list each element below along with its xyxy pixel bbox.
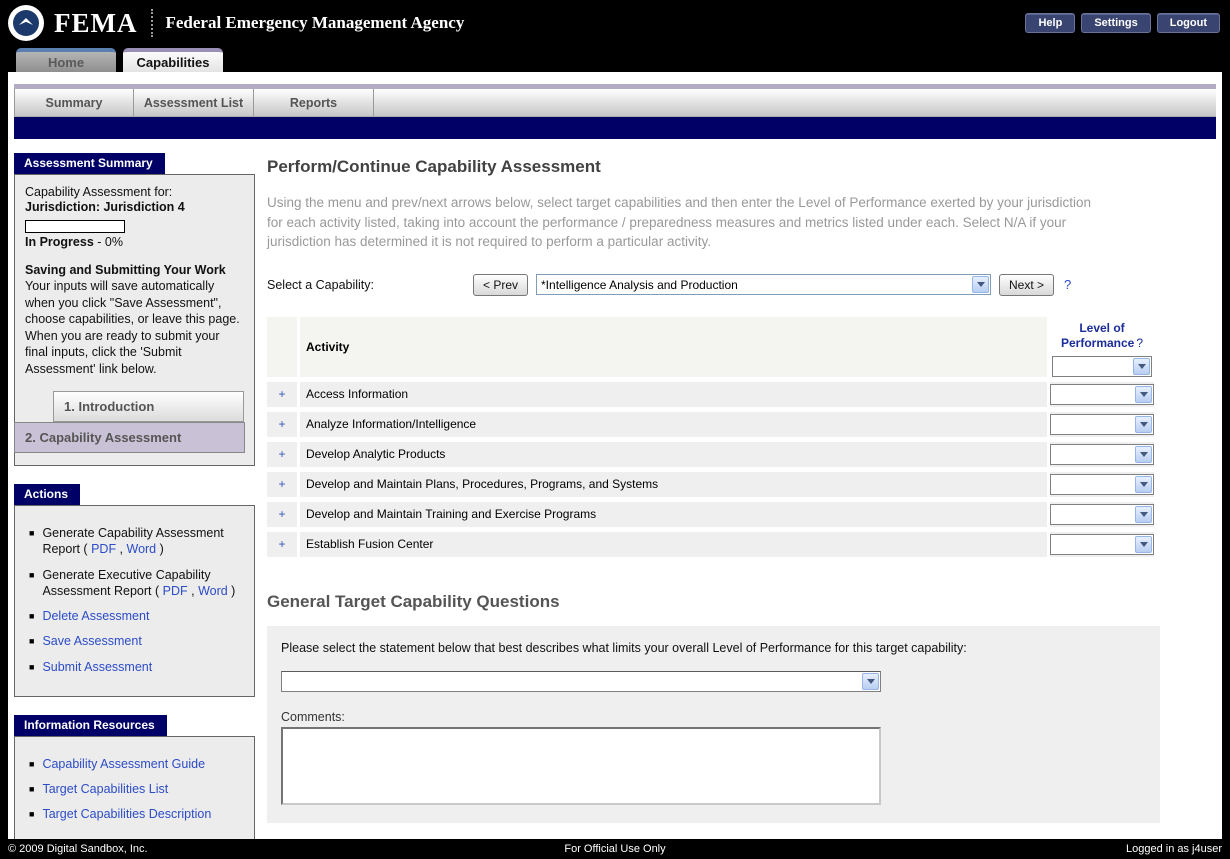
assessment-for-label: Capability Assessment for: — [25, 185, 173, 199]
list-item: ■ Generate Executive Capability Assessment Report ( PDF , Word ) — [29, 567, 236, 598]
list-item — [27, 659, 244, 675]
submit-assessment-link[interactable]: Submit Assessment — [42, 659, 153, 674]
list-item — [27, 608, 244, 624]
activity-name: Analyze Information/Intelligence — [300, 412, 1047, 437]
bullet-icon: ■ — [29, 569, 35, 580]
activity-name: Develop and Maintain Training and Exercise Programs — [300, 502, 1047, 527]
lop-select[interactable] — [1050, 444, 1154, 465]
main-content — [267, 153, 1160, 859]
expand-row-icon[interactable]: + — [278, 447, 286, 462]
list-item: ■ Generate Capability Assessment Report ( PDF , Word ) — [29, 526, 224, 557]
header-divider — [151, 9, 153, 37]
limits-question-label: Please select the statement below that best describes what limits your overall Level of Performance for this target capability: — [281, 640, 967, 655]
page-title: Perform/Continue Capability Assessment — [267, 157, 601, 176]
assessment-summary-box — [14, 153, 255, 466]
assessment-summary-title: Assessment Summary — [14, 153, 165, 174]
comments-textarea[interactable] — [281, 727, 881, 805]
information-resources-title: Information Resources — [14, 715, 167, 736]
sidebar — [14, 153, 255, 859]
expand-row-icon[interactable]: + — [278, 477, 286, 492]
lop-select[interactable] — [1050, 534, 1154, 555]
footer-fouo: For Official Use Only — [564, 843, 666, 855]
target-capabilities-description-link[interactable]: Target Capabilities Description — [42, 807, 212, 822]
app-header — [0, 0, 1230, 46]
list-item — [27, 806, 244, 822]
jurisdiction-label: Jurisdiction: Jurisdiction 4 — [25, 200, 185, 214]
dhs-seal-logo — [8, 5, 44, 41]
delete-assessment-link[interactable]: Delete Assessment — [42, 609, 150, 623]
prev-button[interactable]: < Prev — [473, 274, 528, 296]
lop-column-header: Level of Performance ? — [1060, 320, 1144, 350]
expand-row-icon[interactable]: + — [278, 507, 286, 522]
comments-label: Comments: — [281, 709, 345, 724]
table-row — [267, 412, 1154, 437]
subnav-assessment-list[interactable]: Assessment List — [134, 89, 254, 116]
activity-name: Establish Fusion Center — [300, 532, 1047, 557]
tab-home[interactable]: Home — [16, 48, 116, 72]
lop-select[interactable] — [1050, 474, 1154, 495]
table-row — [267, 382, 1154, 407]
table-row — [267, 442, 1154, 467]
select-capability-label: Select a Capability: — [267, 277, 375, 292]
limits-select[interactable] — [281, 671, 881, 692]
expand-row-icon[interactable]: + — [278, 417, 286, 432]
agency-name: Federal Emergency Management Agency — [165, 13, 465, 32]
footer — [0, 839, 1230, 859]
navy-banner — [14, 117, 1216, 139]
list-item — [27, 633, 244, 649]
fema-brand: FEMA — [54, 7, 138, 38]
page-container — [8, 72, 1222, 839]
capability-report-word-link[interactable]: Word — [126, 542, 157, 557]
bullet-icon: ■ — [29, 661, 35, 672]
expand-row-icon[interactable]: + — [278, 387, 286, 402]
capability-assessment-guide-link[interactable]: Capability Assessment Guide — [42, 756, 206, 771]
activity-name: Access Information — [300, 382, 1047, 407]
next-button[interactable]: Next > — [999, 274, 1054, 296]
chevron-down-icon — [1135, 416, 1152, 433]
subnav-reports[interactable]: Reports — [254, 89, 374, 116]
bullet-icon: ■ — [29, 758, 35, 769]
chevron-down-icon — [1135, 506, 1152, 523]
bullet-icon: ■ — [29, 528, 35, 538]
activity-name: Develop and Maintain Plans, Procedures, Programs, and Systems — [300, 472, 1047, 497]
capability-select[interactable]: *Intelligence Analysis and Production — [536, 274, 991, 295]
bullet-icon: ■ — [29, 611, 35, 621]
list-item — [27, 756, 244, 772]
lop-select[interactable] — [1050, 504, 1154, 525]
logout-button[interactable]: Logout — [1157, 13, 1220, 33]
saving-heading: Saving and Submitting Your Work — [25, 263, 226, 277]
footer-copyright: © 2009 Digital Sandbox, Inc. — [8, 843, 148, 855]
chevron-down-icon — [862, 673, 879, 690]
saving-body: Your inputs will save automatically when you click "Save Assessment", choose capabilities, or leave this page. When you are ready to submit your final inputs, click the 'Submit Assessment' link below. — [25, 279, 240, 376]
capability-report-pdf-link[interactable]: PDF — [91, 542, 117, 557]
lop-select[interactable] — [1050, 414, 1154, 435]
lop-header-select[interactable] — [1052, 356, 1152, 377]
save-assessment-link[interactable]: Save Assessment — [42, 634, 142, 649]
help-button[interactable]: Help — [1025, 13, 1075, 33]
chevron-down-icon — [1135, 446, 1152, 463]
actions-title: Actions — [14, 484, 80, 505]
bullet-icon: ■ — [29, 809, 35, 820]
list-item — [27, 781, 244, 797]
expand-row-icon[interactable]: + — [278, 537, 286, 552]
bullet-icon: ■ — [29, 636, 35, 647]
footer-logged-in: Logged in as j4user — [1125, 843, 1222, 855]
activity-column-header: Activity — [300, 317, 1047, 377]
executive-report-word-link[interactable]: Word — [198, 583, 228, 598]
lop-select[interactable] — [1050, 384, 1154, 405]
general-questions-box — [267, 626, 1160, 823]
capability-help-icon[interactable]: ? — [1064, 277, 1072, 293]
progress-bar — [25, 220, 125, 233]
top-tab-bar — [0, 46, 1230, 72]
settings-button[interactable]: Settings — [1081, 13, 1150, 33]
chevron-down-icon — [1135, 386, 1152, 403]
chevron-down-icon — [1135, 536, 1152, 553]
table-header-row — [267, 317, 1154, 377]
activity-table — [264, 312, 1157, 562]
bullet-icon: ■ — [29, 784, 35, 794]
capability-selector-row — [267, 274, 1160, 296]
actions-box — [14, 484, 255, 697]
executive-report-pdf-link[interactable]: PDF — [162, 583, 188, 598]
table-row — [267, 472, 1154, 497]
chevron-down-icon — [1135, 476, 1152, 493]
chevron-down-icon — [1133, 358, 1150, 375]
subnav-summary[interactable]: Summary — [14, 89, 134, 116]
activity-name: Develop Analytic Products — [300, 442, 1047, 467]
general-questions-heading: General Target Capability Questions — [267, 591, 560, 611]
information-resources-box — [14, 715, 255, 845]
subnav — [14, 89, 1216, 117]
target-capabilities-list-link[interactable]: Target Capabilities List — [42, 782, 169, 796]
step-introduction-button[interactable]: 1. Introduction — [53, 391, 244, 422]
table-row — [267, 532, 1154, 557]
lop-help-icon[interactable]: ? — [1136, 335, 1144, 350]
tab-capabilities[interactable]: Capabilities — [123, 48, 223, 72]
progress-status: In Progress - 0% — [25, 235, 123, 249]
table-row — [267, 502, 1154, 527]
intro-text: Using the menu and prev/next arrows below, select target capabilities and then enter the Level of Performance exerted by your jurisdiction for each activity listed, taking into account the performance / preparedness measures and metrics listed under each. Select N/A if your jurisdiction has determined it is not required to perform a particular activity. — [267, 195, 1091, 250]
step-capability-assessment-button[interactable]: 2. Capability Assessment — [14, 422, 245, 453]
chevron-down-icon — [972, 276, 989, 293]
